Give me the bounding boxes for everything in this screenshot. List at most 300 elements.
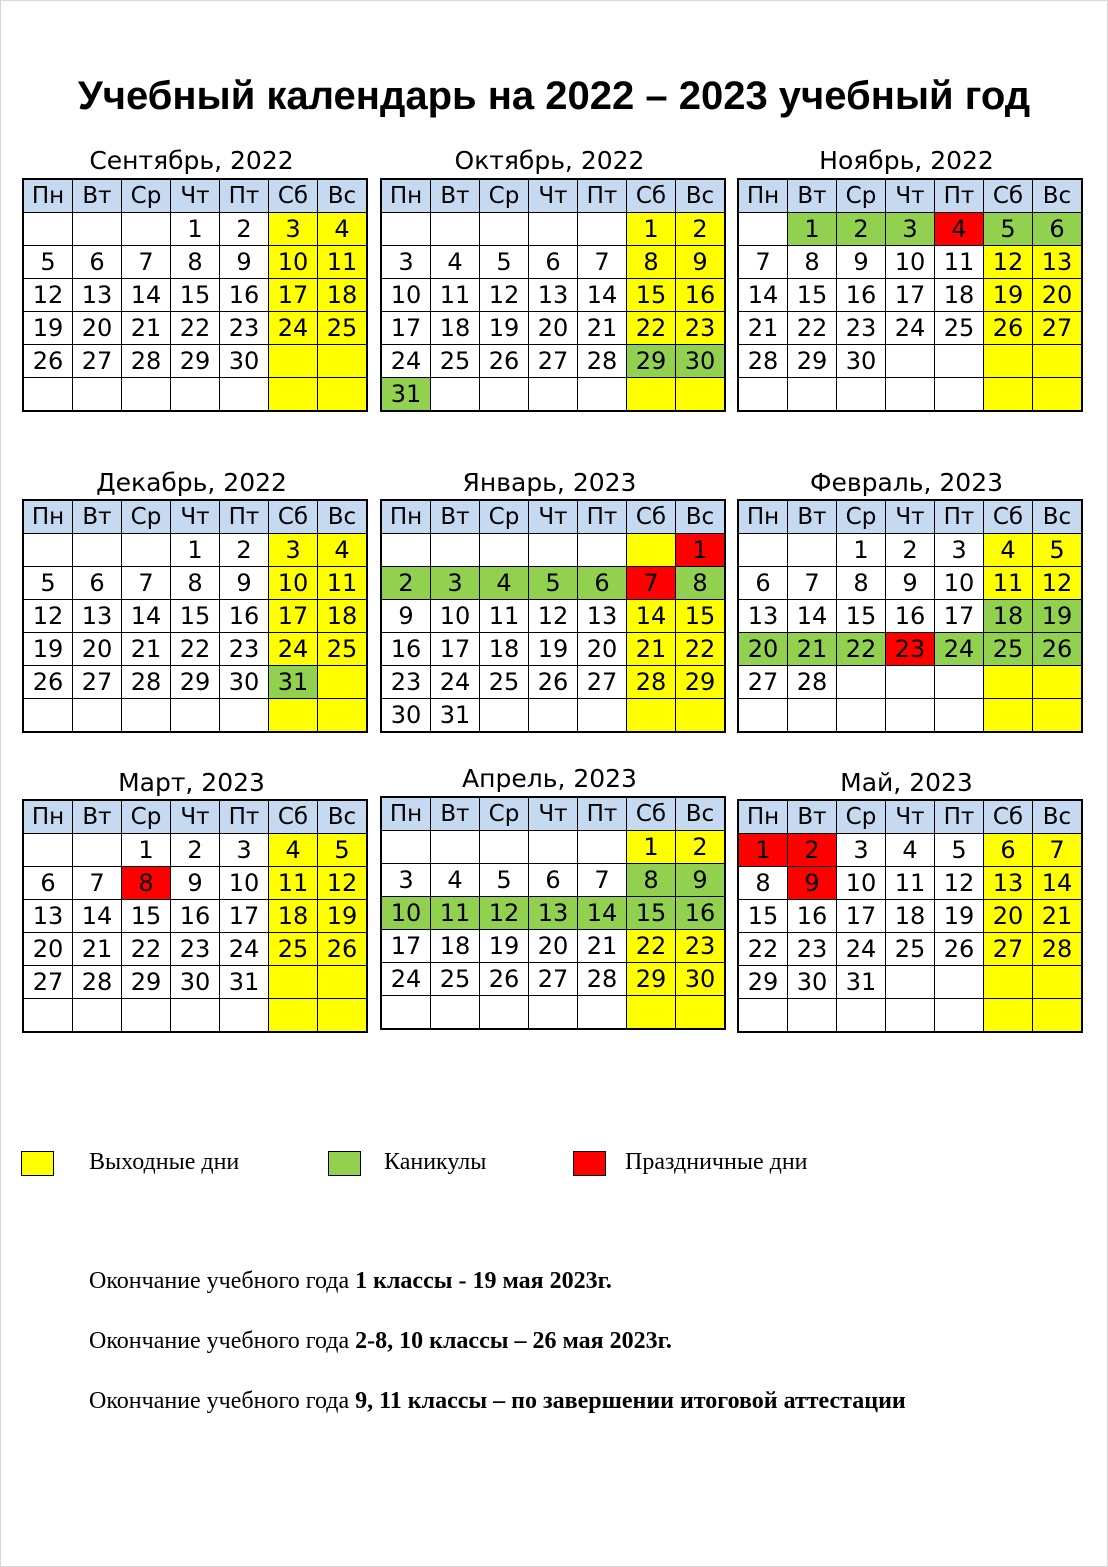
day-cell: 29 [171,666,220,699]
empty-cell [676,996,726,1030]
day-cell: 30 [676,963,726,996]
day-cell: 18 [431,930,480,963]
weekday-header-row [23,179,367,213]
day-cell: 19 [1033,600,1083,633]
empty-cell [171,999,220,1033]
day-cell: 8 [788,246,837,279]
empty-cell [73,378,122,412]
day-cell: 16 [886,600,935,633]
day-cell: 25 [318,312,368,345]
weekday-header-row [738,179,1082,213]
weekday-header: Пт [935,500,984,534]
empty-cell [122,699,171,733]
day-cell: 26 [480,345,529,378]
weekday-header: Сб [269,500,318,534]
weekday-header: Вт [788,179,837,213]
day-cell: 26 [529,666,578,699]
week-row [381,600,725,633]
weekday-header: Ср [480,179,529,213]
note-prefix: Окончание учебного года [89,1328,356,1354]
week-row [738,633,1082,666]
day-cell: 27 [529,963,578,996]
day-cell: 30 [837,345,886,378]
week-row [738,966,1082,999]
week-row [381,345,725,378]
empty-cell [886,966,935,999]
weekday-header: Чт [171,179,220,213]
day-cell: 30 [171,966,220,999]
day-cell: 28 [122,666,171,699]
week-row [738,378,1082,412]
note-prefix: Окончание учебного года [89,1268,356,1294]
day-cell: 12 [23,279,73,312]
empty-cell [318,345,368,378]
day-cell: 31 [431,699,480,733]
weekday-header: Вс [1033,179,1083,213]
day-cell: 5 [984,213,1033,246]
day-cell: 10 [886,246,935,279]
day-cell: 29 [171,345,220,378]
day-cell: 10 [381,897,431,930]
day-cell: 26 [480,963,529,996]
empty-cell [23,534,73,567]
week-row [23,345,367,378]
day-cell: 18 [935,279,984,312]
day-cell: 15 [171,279,220,312]
week-row [23,246,367,279]
day-cell: 18 [269,900,318,933]
week-row [381,633,725,666]
day-cell: 15 [122,900,171,933]
day-cell: 11 [935,246,984,279]
day-cell: 18 [431,312,480,345]
month-title: Май, 2023 [840,768,973,797]
note-detail: 9, 11 классы – по завершении итоговой аттестации [355,1388,906,1414]
day-cell: 8 [627,246,676,279]
empty-cell [788,378,837,412]
week-row [738,345,1082,378]
week-row [381,699,725,733]
day-cell: 1 [171,534,220,567]
day-cell: 25 [269,933,318,966]
empty-cell [788,534,837,567]
weekday-header: Пн [738,179,788,213]
empty-cell [122,534,171,567]
empty-cell [318,666,368,699]
empty-cell [935,378,984,412]
day-cell: 19 [984,279,1033,312]
note-grade-9-11 [89,1388,906,1415]
week-row [23,699,367,733]
day-cell: 22 [627,312,676,345]
empty-cell [431,534,480,567]
empty-cell [627,534,676,567]
legend-label-weekend: Выходные дни [89,1149,240,1175]
week-row [23,900,367,933]
weekday-header: Ср [480,797,529,831]
day-cell: 9 [220,567,269,600]
day-cell: 22 [627,930,676,963]
week-row [381,930,725,963]
day-cell: 12 [935,867,984,900]
day-cell: 25 [935,312,984,345]
week-row [381,312,725,345]
day-cell: 27 [73,666,122,699]
day-cell: 24 [431,666,480,699]
week-row [23,600,367,633]
empty-cell [627,699,676,733]
day-cell: 17 [837,900,886,933]
empty-cell [269,966,318,999]
day-cell: 18 [318,279,368,312]
empty-cell [269,345,318,378]
day-cell: 7 [627,567,676,600]
day-cell: 17 [381,930,431,963]
day-cell: 13 [23,900,73,933]
weekday-header: Вс [318,800,368,834]
day-cell: 8 [837,567,886,600]
weekday-header: Вт [788,800,837,834]
day-cell: 5 [935,834,984,867]
day-cell: 24 [269,312,318,345]
day-cell: 2 [171,834,220,867]
day-cell: 8 [738,867,788,900]
day-cell: 24 [886,312,935,345]
day-cell: 25 [318,633,368,666]
weekday-header: Чт [171,500,220,534]
day-cell: 22 [837,633,886,666]
weekday-header: Вт [431,500,480,534]
empty-cell [627,378,676,412]
week-row [738,834,1082,867]
month-table [22,178,368,412]
empty-cell [676,699,726,733]
empty-cell [529,378,578,412]
empty-cell [220,378,269,412]
day-cell: 7 [1033,834,1083,867]
day-cell: 10 [935,567,984,600]
empty-cell [578,831,627,864]
day-cell: 24 [935,633,984,666]
weekday-header-row [23,800,367,834]
empty-cell [935,966,984,999]
weekday-header-row [381,797,725,831]
day-cell: 24 [269,633,318,666]
day-cell: 9 [788,867,837,900]
weekday-header: Пн [381,500,431,534]
day-cell: 22 [788,312,837,345]
empty-cell [529,699,578,733]
weekday-header: Пт [935,179,984,213]
weekday-header-row [738,500,1082,534]
day-cell: 9 [171,867,220,900]
legend-label-vacation: Каникулы [384,1149,487,1175]
day-cell: 27 [738,666,788,699]
note-grade-1 [89,1268,612,1295]
week-row [738,246,1082,279]
day-cell: 9 [220,246,269,279]
weekday-header: Пн [381,179,431,213]
day-cell: 19 [318,900,368,933]
empty-cell [381,213,431,246]
empty-cell [738,699,788,733]
day-cell: 7 [122,246,171,279]
day-cell: 13 [1033,246,1083,279]
day-cell: 24 [837,933,886,966]
day-cell: 20 [73,312,122,345]
day-cell: 10 [220,867,269,900]
week-row [23,933,367,966]
empty-cell [480,699,529,733]
empty-cell [886,666,935,699]
day-cell: 4 [318,213,368,246]
day-cell: 3 [269,213,318,246]
day-cell: 1 [122,834,171,867]
week-row [738,867,1082,900]
day-cell: 12 [318,867,368,900]
day-cell: 19 [529,633,578,666]
weekday-header: Чт [529,797,578,831]
weekday-header-row [381,500,725,534]
day-cell: 10 [269,246,318,279]
empty-cell [480,213,529,246]
week-row [381,666,725,699]
day-cell: 9 [676,246,726,279]
day-cell: 28 [122,345,171,378]
day-cell: 14 [578,279,627,312]
empty-cell [431,378,480,412]
day-cell: 22 [676,633,726,666]
day-cell: 10 [381,279,431,312]
week-row [23,867,367,900]
day-cell: 21 [788,633,837,666]
day-cell: 17 [220,900,269,933]
note-prefix: Окончание учебного года [89,1388,356,1414]
day-cell: 21 [122,312,171,345]
day-cell: 25 [480,666,529,699]
empty-cell [886,699,935,733]
day-cell: 19 [23,312,73,345]
day-cell: 26 [318,933,368,966]
month-table [22,499,368,733]
day-cell: 27 [984,933,1033,966]
day-cell: 4 [431,246,480,279]
empty-cell [480,534,529,567]
day-cell: 27 [578,666,627,699]
weekday-header: Вс [676,500,726,534]
weekday-header: Пт [220,179,269,213]
empty-cell [122,378,171,412]
day-cell: 2 [837,213,886,246]
day-cell: 1 [627,213,676,246]
week-row [23,279,367,312]
empty-cell [381,831,431,864]
weekday-header: Ср [480,500,529,534]
day-cell: 24 [220,933,269,966]
day-cell: 31 [269,666,318,699]
week-row [23,966,367,999]
day-cell: 7 [122,567,171,600]
day-cell: 2 [381,567,431,600]
empty-cell [738,378,788,412]
day-cell: 15 [627,279,676,312]
day-cell: 20 [1033,279,1083,312]
day-cell: 25 [984,633,1033,666]
empty-cell [23,834,73,867]
day-cell: 5 [318,834,368,867]
day-cell: 29 [122,966,171,999]
day-cell: 12 [529,600,578,633]
empty-cell [984,345,1033,378]
month-table [380,499,726,733]
weekday-header: Пн [738,500,788,534]
empty-cell [171,699,220,733]
day-cell: 16 [381,633,431,666]
day-cell: 13 [738,600,788,633]
day-cell: 3 [935,534,984,567]
day-cell: 15 [171,600,220,633]
empty-cell [578,699,627,733]
day-cell: 6 [73,567,122,600]
empty-cell [886,999,935,1033]
week-row [381,246,725,279]
day-cell: 25 [431,345,480,378]
day-cell: 2 [788,834,837,867]
day-cell: 23 [886,633,935,666]
day-cell: 20 [529,930,578,963]
week-row [738,213,1082,246]
weekday-header: Чт [886,179,935,213]
weekday-header: Чт [886,500,935,534]
day-cell: 13 [578,600,627,633]
day-cell: 28 [73,966,122,999]
day-cell: 18 [886,900,935,933]
day-cell: 17 [935,600,984,633]
day-cell: 4 [935,213,984,246]
day-cell: 8 [171,246,220,279]
week-row [23,378,367,412]
empty-cell [480,378,529,412]
empty-cell [627,996,676,1030]
empty-cell [1033,966,1083,999]
weekday-header: Вс [318,179,368,213]
empty-cell [984,966,1033,999]
empty-cell [886,345,935,378]
day-cell: 18 [480,633,529,666]
day-cell: 14 [627,600,676,633]
day-cell: 26 [23,666,73,699]
empty-cell [738,213,788,246]
day-cell: 22 [738,933,788,966]
day-cell: 3 [837,834,886,867]
weekday-header: Пн [381,797,431,831]
legend-swatch-holiday [573,1151,606,1176]
day-cell: 11 [480,600,529,633]
empty-cell [935,345,984,378]
empty-cell [738,999,788,1033]
day-cell: 23 [171,933,220,966]
day-cell: 5 [23,246,73,279]
weekday-header: Вс [676,797,726,831]
weekday-header: Пт [220,500,269,534]
week-row [381,996,725,1030]
day-cell: 5 [23,567,73,600]
note-detail: 2-8, 10 классы – 26 мая 2023г. [355,1328,672,1354]
day-cell: 2 [220,213,269,246]
day-cell: 21 [578,312,627,345]
day-cell: 28 [1033,933,1083,966]
day-cell: 3 [381,246,431,279]
empty-cell [935,999,984,1033]
weekday-header: Сб [627,500,676,534]
day-cell: 23 [837,312,886,345]
month-title: Январь, 2023 [462,468,637,497]
day-cell: 14 [578,897,627,930]
day-cell: 6 [73,246,122,279]
month-title: Март, 2023 [118,768,265,797]
day-cell: 4 [886,834,935,867]
week-row [738,600,1082,633]
day-cell: 16 [788,900,837,933]
day-cell: 15 [676,600,726,633]
week-row [23,567,367,600]
day-cell: 6 [738,567,788,600]
day-cell: 21 [1033,900,1083,933]
weekday-header: Вс [1033,800,1083,834]
day-cell: 30 [381,699,431,733]
day-cell: 12 [480,897,529,930]
day-cell: 3 [431,567,480,600]
empty-cell [837,666,886,699]
empty-cell [269,378,318,412]
empty-cell [935,666,984,699]
empty-cell [431,996,480,1030]
day-cell: 4 [318,534,368,567]
day-cell: 5 [1033,534,1083,567]
day-cell: 25 [431,963,480,996]
day-cell: 1 [788,213,837,246]
day-cell: 16 [676,279,726,312]
note-detail: 1 классы - 19 мая 2023г. [355,1268,612,1294]
day-cell: 16 [220,600,269,633]
day-cell: 3 [220,834,269,867]
month-title: Октябрь, 2022 [454,146,645,175]
day-cell: 22 [122,933,171,966]
day-cell: 21 [122,633,171,666]
day-cell: 13 [73,600,122,633]
week-row [738,279,1082,312]
day-cell: 2 [886,534,935,567]
empty-cell [480,996,529,1030]
empty-cell [73,834,122,867]
day-cell: 17 [269,279,318,312]
empty-cell [837,699,886,733]
day-cell: 16 [837,279,886,312]
empty-cell [1033,378,1083,412]
day-cell: 4 [269,834,318,867]
day-cell: 23 [676,930,726,963]
day-cell: 4 [480,567,529,600]
empty-cell [984,999,1033,1033]
empty-cell [578,534,627,567]
weekday-header: Вс [676,179,726,213]
month-table [737,499,1083,733]
empty-cell [984,666,1033,699]
day-cell: 22 [171,633,220,666]
day-cell: 14 [1033,867,1083,900]
day-cell: 1 [676,534,726,567]
week-row [381,963,725,996]
